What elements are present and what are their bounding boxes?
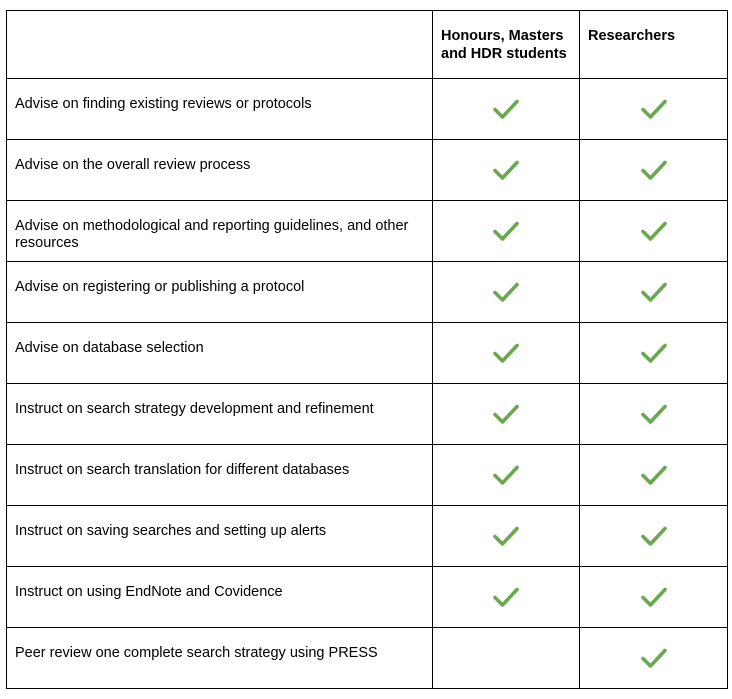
table-row bbox=[7, 628, 728, 689]
table-row bbox=[7, 262, 728, 323]
check-icon bbox=[492, 588, 520, 605]
check-icon bbox=[640, 649, 668, 666]
activity-cell: Advise on finding existing reviews or protocols bbox=[7, 79, 433, 140]
activity-cell: Advise on methodological and reporting guidelines, and other resources bbox=[7, 201, 433, 262]
activity-cell: Instruct on saving searches and setting up alerts bbox=[7, 506, 433, 567]
table-row bbox=[7, 201, 728, 262]
table-row bbox=[7, 384, 728, 445]
check-icon bbox=[640, 466, 668, 483]
table-row bbox=[7, 506, 728, 567]
table-row bbox=[7, 445, 728, 506]
researchers-cell bbox=[580, 79, 728, 140]
check-icon bbox=[640, 344, 668, 361]
check-icon bbox=[640, 588, 668, 605]
researchers-cell bbox=[580, 506, 728, 567]
activity-cell: Advise on the overall review process bbox=[7, 140, 433, 201]
students-cell bbox=[433, 506, 580, 567]
activity-cell: Advise on database selection bbox=[7, 323, 433, 384]
header-researchers: Researchers bbox=[580, 11, 728, 79]
students-cell bbox=[433, 628, 580, 689]
check-icon bbox=[492, 527, 520, 544]
header-row bbox=[7, 11, 728, 79]
researchers-cell bbox=[580, 628, 728, 689]
activity-cell: Instruct on using EndNote and Covidence bbox=[7, 567, 433, 628]
students-cell bbox=[433, 445, 580, 506]
check-icon bbox=[492, 405, 520, 422]
check-icon bbox=[640, 405, 668, 422]
activity-cell: Instruct on search strategy development and refinement bbox=[7, 384, 433, 445]
check-icon bbox=[640, 161, 668, 178]
students-cell bbox=[433, 262, 580, 323]
activity-cell: Peer review one complete search strategy using PRESS bbox=[7, 628, 433, 689]
check-icon bbox=[492, 222, 520, 239]
activity-cell: Advise on registering or publishing a protocol bbox=[7, 262, 433, 323]
researchers-cell bbox=[580, 384, 728, 445]
check-icon bbox=[492, 100, 520, 117]
researchers-cell bbox=[580, 262, 728, 323]
researchers-cell bbox=[580, 323, 728, 384]
researchers-cell bbox=[580, 140, 728, 201]
researchers-cell bbox=[580, 201, 728, 262]
researchers-cell bbox=[580, 567, 728, 628]
table-row bbox=[7, 140, 728, 201]
activity-cell: Instruct on search translation for different databases bbox=[7, 445, 433, 506]
check-icon bbox=[640, 283, 668, 300]
header-activity bbox=[7, 11, 433, 79]
researchers-cell bbox=[580, 445, 728, 506]
table-row bbox=[7, 323, 728, 384]
services-table bbox=[6, 10, 728, 689]
check-icon bbox=[492, 161, 520, 178]
students-cell bbox=[433, 201, 580, 262]
header-students: Honours, Masters and HDR students bbox=[433, 11, 580, 79]
table-row bbox=[7, 567, 728, 628]
check-icon bbox=[492, 283, 520, 300]
students-cell bbox=[433, 323, 580, 384]
students-cell bbox=[433, 79, 580, 140]
check-icon bbox=[492, 466, 520, 483]
students-cell bbox=[433, 140, 580, 201]
check-icon bbox=[640, 222, 668, 239]
students-cell bbox=[433, 567, 580, 628]
table-row bbox=[7, 79, 728, 140]
check-icon bbox=[492, 344, 520, 361]
check-icon bbox=[640, 100, 668, 117]
check-icon bbox=[640, 527, 668, 544]
students-cell bbox=[433, 384, 580, 445]
